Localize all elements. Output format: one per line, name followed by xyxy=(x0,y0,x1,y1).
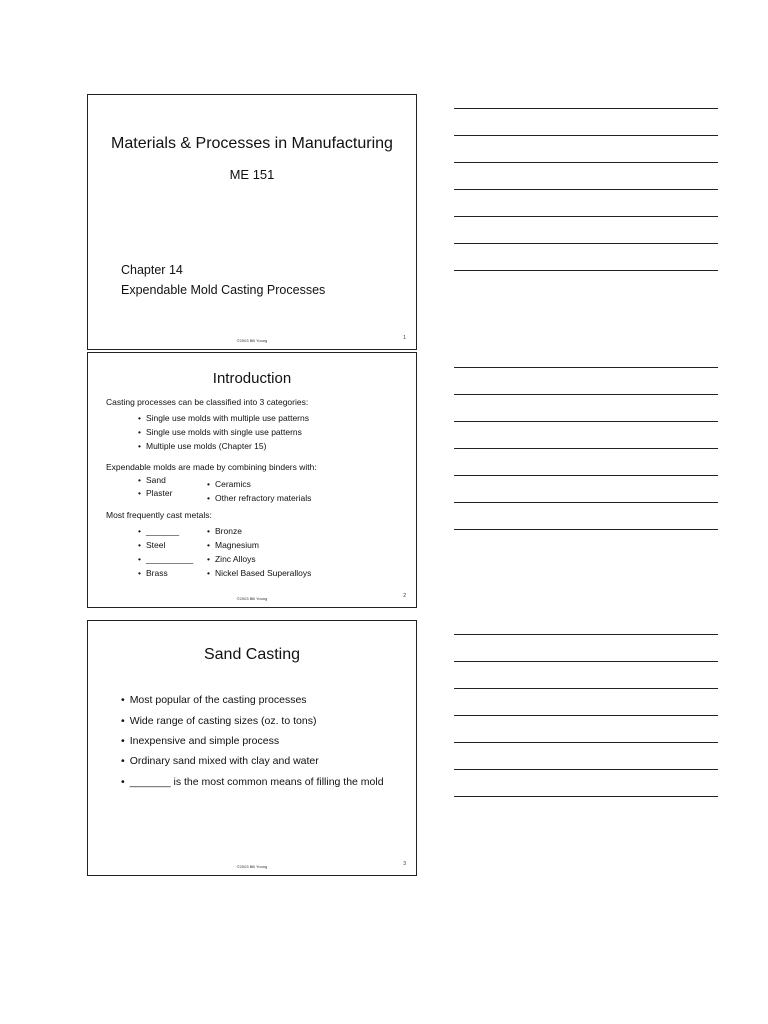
note-line xyxy=(454,529,718,530)
slide-2-binder-right: • Ceramics xyxy=(207,479,251,489)
note-line xyxy=(454,270,718,271)
slide-3-bullet: • Ordinary sand mixed with clay and water xyxy=(121,755,319,767)
slide-3-page-number: 3 xyxy=(403,861,406,867)
slide-1-chapter: Chapter 14 xyxy=(121,263,183,277)
slide-2-metal-left: • _______ xyxy=(138,526,179,536)
slide-1 xyxy=(87,94,417,350)
note-line xyxy=(454,742,718,743)
note-line xyxy=(454,661,718,662)
note-line xyxy=(454,394,718,395)
slide-2-footer: ©2003 Bill Young xyxy=(236,596,268,601)
slide-2-metal-right: • Nickel Based Superalloys xyxy=(207,568,311,578)
slide-3-title: Sand Casting xyxy=(203,646,301,663)
slide-2-title: Introduction xyxy=(212,370,292,387)
note-line xyxy=(454,108,718,109)
slide-3-bullet: • Inexpensive and simple process xyxy=(121,735,279,747)
slide-2-category: • Single use molds with multiple use patterns xyxy=(138,413,309,423)
slide-2-metals-intro: Most frequently cast metals: xyxy=(106,510,212,520)
slide-2-category: • Single use molds with single use patterns xyxy=(138,427,302,437)
slide-2-metal-right: • Magnesium xyxy=(207,540,259,550)
slide-1-page-number: 1 xyxy=(403,335,406,341)
slide-2-intro: Casting processes can be classified into 3 categories: xyxy=(106,397,309,407)
note-line xyxy=(454,421,718,422)
note-line xyxy=(454,135,718,136)
slide-2-metal-left: • Brass xyxy=(138,568,168,578)
note-line xyxy=(454,162,718,163)
slide-1-title: Materials & Processes in Manufacturing xyxy=(111,135,393,152)
slide-2 xyxy=(87,352,417,608)
note-line xyxy=(454,769,718,770)
slide-2-binder-left: • Plaster xyxy=(138,488,172,498)
note-line xyxy=(454,475,718,476)
note-line xyxy=(454,448,718,449)
note-line xyxy=(454,688,718,689)
note-line xyxy=(454,367,718,368)
slide-1-footer: ©2003 Bill Young xyxy=(236,338,268,343)
slide-3-bullet: • Most popular of the casting processes xyxy=(121,694,307,706)
note-line xyxy=(454,216,718,217)
note-line xyxy=(454,634,718,635)
note-line xyxy=(454,502,718,503)
slide-2-metal-left: • Steel xyxy=(138,540,165,550)
slide-3-bullet: • _______ is the most common means of filling the mold xyxy=(121,776,384,788)
slide-3-bullet: • Wide range of casting sizes (oz. to tons) xyxy=(121,715,316,727)
note-line xyxy=(454,796,718,797)
note-line xyxy=(454,715,718,716)
slide-2-page-number: 2 xyxy=(403,593,406,599)
slide-2-metal-left: • __________ xyxy=(138,554,193,564)
note-line xyxy=(454,189,718,190)
note-line xyxy=(454,243,718,244)
slide-2-category: • Multiple use molds (Chapter 15) xyxy=(138,441,266,451)
slide-2-metal-right: • Bronze xyxy=(207,526,242,536)
slide-3-footer: ©2003 Bill Young xyxy=(236,864,268,869)
slide-3 xyxy=(87,620,417,876)
slide-2-binder-left: • Sand xyxy=(138,475,166,485)
slide-2-binders-intro: Expendable molds are made by combining binders with: xyxy=(106,462,317,472)
slide-2-metal-right: • Zinc Alloys xyxy=(207,554,256,564)
slide-2-binder-right: • Other refractory materials xyxy=(207,493,311,503)
slide-1-subtitle: Expendable Mold Casting Processes xyxy=(121,283,326,297)
slide-1-course: ME 151 xyxy=(229,167,275,182)
